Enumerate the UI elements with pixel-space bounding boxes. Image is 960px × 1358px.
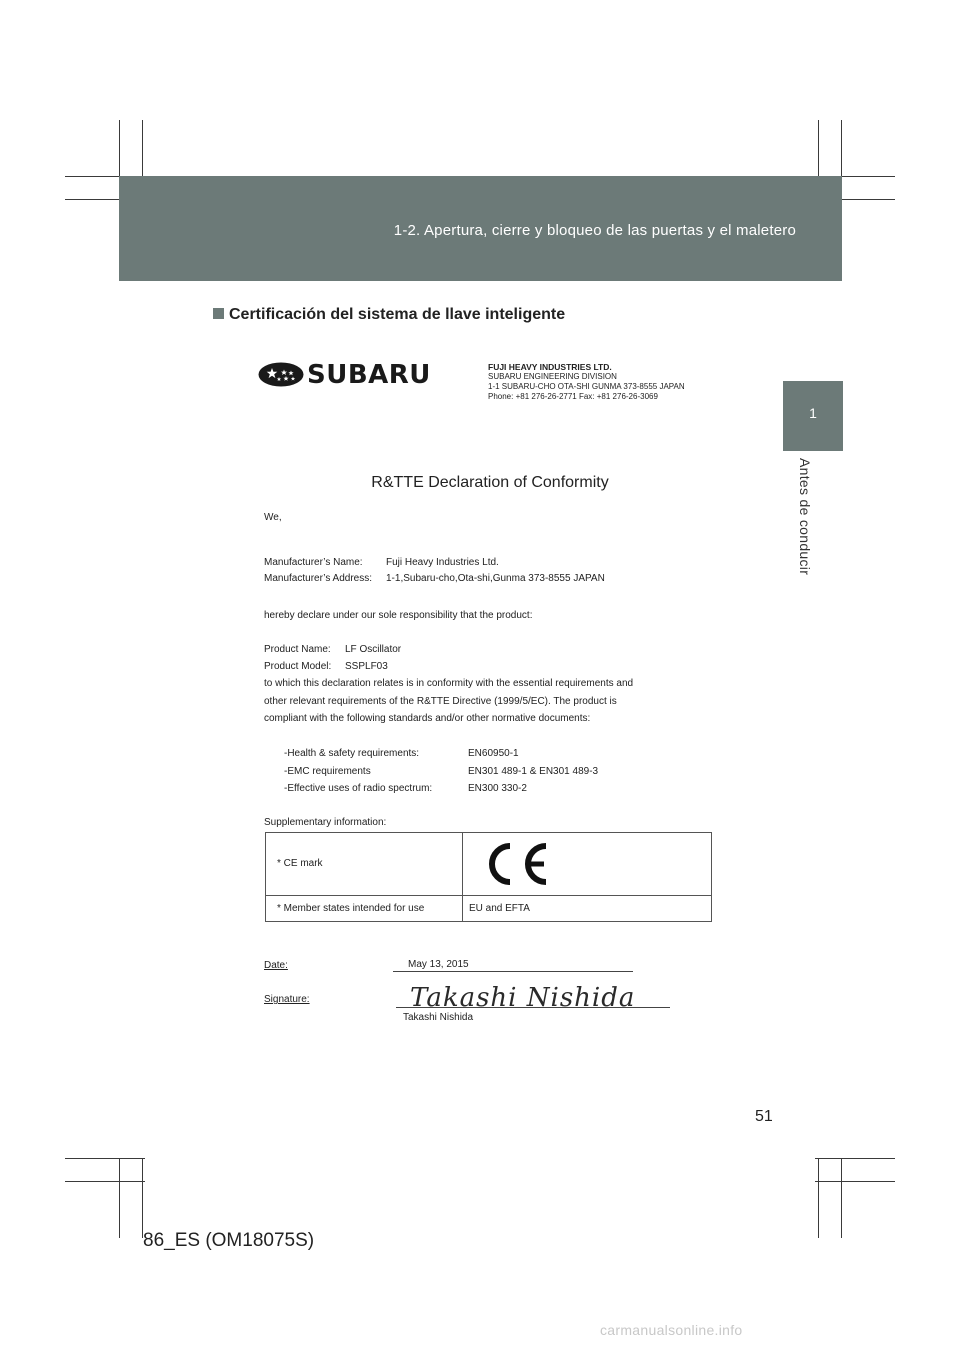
product-model-label: Product Model:	[264, 661, 332, 672]
section-heading-text: Certificación del sistema de llave inteligente	[229, 306, 566, 323]
manufacturer-name: Fuji Heavy Industries Ltd.	[386, 557, 499, 568]
chapter-tab	[783, 381, 843, 451]
crop-mark	[841, 1158, 842, 1238]
we-text: We,	[264, 512, 282, 523]
crop-mark	[815, 1181, 895, 1182]
document-code: 86_ES (OM18075S)	[143, 1230, 315, 1251]
ce-mark-icon	[480, 840, 550, 888]
square-bullet-icon	[213, 308, 224, 319]
section-heading	[213, 306, 565, 324]
chapter-number: 1	[809, 405, 817, 421]
supplementary-label: Supplementary information:	[264, 817, 387, 828]
company-name: FUJI HEAVY INDUSTRIES LTD.	[488, 362, 612, 372]
table-divider	[462, 833, 463, 921]
signature-label: Signature:	[264, 994, 310, 1005]
subaru-wordmark: SUBARU	[307, 360, 431, 390]
supplementary-table	[265, 832, 712, 922]
date-label: Date:	[264, 960, 288, 971]
date-value: May 13, 2015	[408, 959, 469, 970]
declaration-statement: hereby declare under our sole responsibility that the product:	[264, 610, 533, 621]
standard-label: -Health & safety requirements:	[284, 748, 420, 759]
ce-mark-label: * CE mark	[277, 858, 323, 869]
company-block	[488, 362, 685, 402]
crop-mark	[815, 1158, 895, 1159]
standard-label: -Effective uses of radio spectrum:	[284, 783, 433, 794]
product-name: LF Oscillator	[345, 644, 402, 655]
header-band	[119, 176, 842, 281]
company-phone: Phone: +81 276-26-2771 Fax: +81 276-26-3069	[488, 392, 658, 401]
conformity-line: to which this declaration relates is in conformity with the essential requirements and	[264, 678, 634, 689]
chapter-label: Antes de conducir	[797, 458, 813, 576]
page-number: 51	[755, 1108, 773, 1125]
member-states-value: EU and EFTA	[469, 903, 530, 914]
crop-mark	[65, 1158, 145, 1159]
header-title: 1-2. Apertura, cierre y bloqueo de las puertas y el maletero	[393, 222, 796, 239]
date-underline	[393, 971, 633, 972]
product-name-label: Product Name:	[264, 644, 331, 655]
crop-mark	[119, 1158, 120, 1238]
watermark-text: carmanualsonline.info	[600, 1322, 743, 1338]
product-model: SSPLF03	[345, 661, 388, 672]
manufacturer-address-label: Manufacturer’s Address:	[264, 573, 373, 584]
company-address: 1-1 SUBARU-CHO OTA-SHI GUNMA 373-8555 JAPAN	[488, 382, 685, 391]
manufacturer-name-label: Manufacturer’s Name:	[264, 557, 363, 568]
table-divider	[266, 895, 711, 896]
standard-label: -EMC requirements	[284, 766, 371, 777]
crop-mark	[818, 1158, 819, 1238]
crop-mark	[142, 1158, 143, 1238]
declaration-title	[0, 474, 960, 492]
standard-value: EN300 330-2	[468, 783, 527, 794]
crop-mark	[65, 1181, 145, 1182]
standard-value: EN301 489-1 & EN301 489-3	[468, 766, 599, 777]
company-division: SUBARU ENGINEERING DIVISION	[488, 372, 617, 381]
subaru-logo-icon	[258, 362, 304, 387]
conformity-line: compliant with the following standards and/or other normative documents:	[264, 713, 591, 724]
manufacturer-address: 1-1,Subaru-cho,Ota-shi,Gunma 373-8555 JAPAN	[386, 573, 605, 584]
member-states-label: * Member states intended for use	[277, 903, 425, 914]
declaration-title-text: R&TTE Declaration of Conformity	[371, 474, 609, 491]
conformity-line: other relevant requirements of the R&TTE Directive (1999/5/EC). The product is	[264, 696, 617, 707]
handwritten-signature: Takashi Nishida	[410, 983, 636, 1013]
standard-value: EN60950-1	[468, 748, 519, 759]
signatory-name: Takashi Nishida	[403, 1012, 474, 1023]
